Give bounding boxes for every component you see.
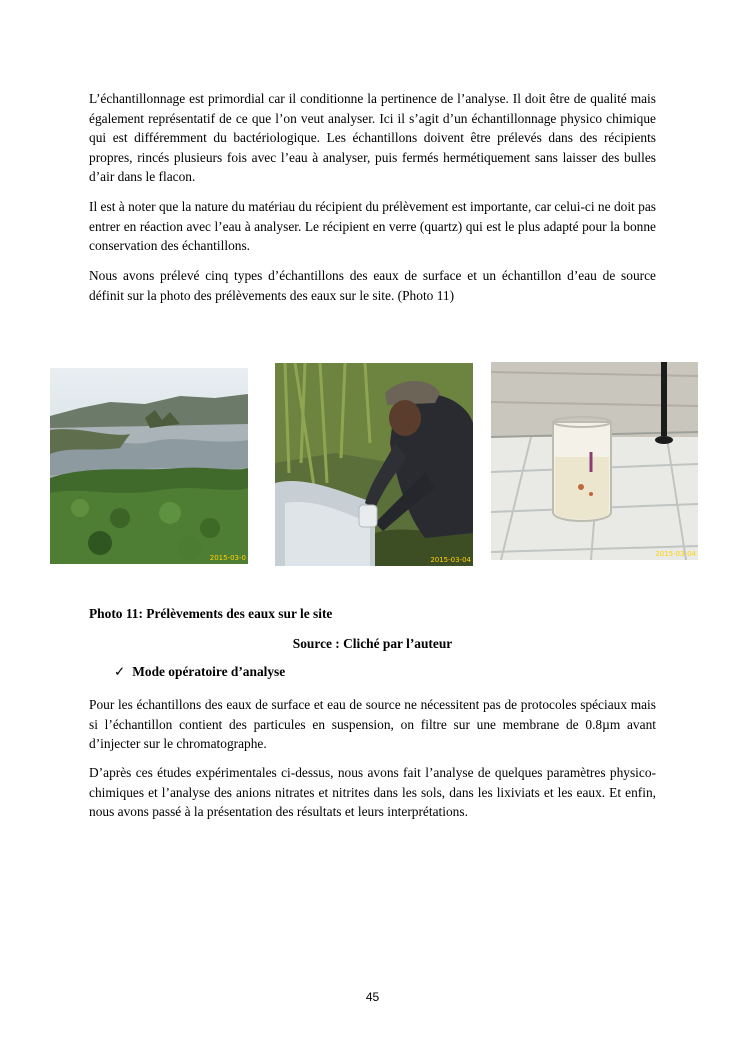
paragraph-container-material: Il est à noter que la nature du matériau du récipient du prélèvement est importante, car celui-ci ne doit pas entrer en réaction avec l’eau à analyser. Le récipient en verre (quartz) qui est le plus adapté pour la bonne conservation des échantillons. <box>89 199 656 253</box>
photo-person-sampling <box>275 363 473 566</box>
photo-date-stamp: 2015-03-04 <box>655 550 696 558</box>
photo-lake-shore <box>50 368 248 564</box>
page-number: 45 <box>365 990 380 1004</box>
paragraph-protocol: Pour les échantillons des eaux de surface et eau de source ne nécessitent pas de protocoles spéciaux mais si l’échantillon contient des particules en suspension, on filtre sur une membrane de 0.8µm avant d’injecter sur le chromatographe. <box>89 697 656 751</box>
check-icon: ✓ <box>114 665 126 680</box>
section-bullet-analysis-mode <box>114 664 285 680</box>
bullet-label: Mode opératoire d’analyse <box>132 664 286 679</box>
paragraph-analysis-summary: D’après ces études expérimentales ci-dessus, nous avons fait l’analyse de quelques paramètres physico-chimiques et l’analyse des anions nitrates et nitrites dans les sols, dans les lixiviats et les eaux. Et enfin, nous avons passé à la présentation des résultats et leurs interprétations. <box>89 765 656 819</box>
photo-source: Source : Cliché par l’auteur <box>292 636 453 651</box>
paragraph-samples-taken: Nous avons prélevé cinq types d’échantillons des eaux de surface et un échantillon d’eau de source définit sur la photo des prélèvements des eaux sur le site. (Photo 11) <box>89 268 656 303</box>
photo-caption: Photo 11: Prélèvements des eaux sur le site <box>89 606 333 621</box>
photo-water-beaker <box>491 362 698 560</box>
paragraph-sampling: L’échantillonnage est primordial car il conditionne la pertinence de l’analyse. Il doit être de qualité mais également représentatif de ce que l’on veut analyser. Ici il s’agit d’un échantillonnage physico chimique qui est différemment du bactériologique. Les échantillons doivent être prélevés dans des récipients propres, rincés plusieurs fois avec l’eau à analyser, puis fermés hermétiquement sans laisser des bulles d’air dans le flacon. <box>89 91 656 184</box>
photo-date-stamp: 2015-03-04 <box>430 556 471 564</box>
photo-date-stamp: 2015-03-0 <box>209 554 246 562</box>
